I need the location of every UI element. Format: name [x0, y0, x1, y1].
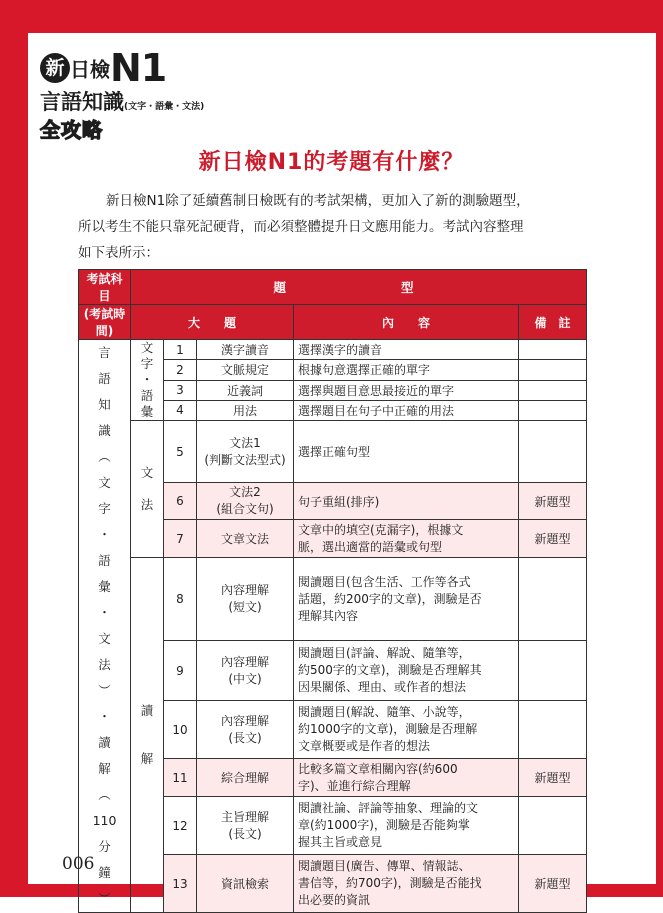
logo-line2	[40, 86, 204, 116]
group-reading: 讀 解	[131, 558, 164, 913]
row-title: 文章文法	[197, 520, 294, 558]
header-major: 大 題	[131, 305, 294, 340]
row-content: 閱讀題目(解說、隨筆、小說等， 約1000字的文章)，測驗是否理解 文章概要或是作者的想法	[294, 701, 519, 759]
row-title: 近義詞	[197, 380, 294, 400]
row-no: 6	[164, 483, 197, 520]
logo-subtitle-small: (文字・語彙・文法)	[124, 102, 205, 112]
intro-paragraph	[78, 188, 598, 266]
row-title: 文脈規定	[197, 360, 294, 380]
logo-line1	[40, 46, 166, 90]
row-note	[519, 797, 587, 855]
intro-line-1: 新日檢N1除了延續舊制日檢既有的考試架構，更加入了新的測驗題型，	[106, 193, 530, 209]
row-no: 2	[164, 360, 197, 380]
row-no: 7	[164, 520, 197, 558]
group-grammar: 文 法	[131, 421, 164, 558]
row-content: 選擇漢字的讀音	[294, 340, 519, 360]
header-subject-time: (考試時間)	[79, 305, 131, 340]
row-title: 漢字讀音	[197, 340, 294, 360]
header-content: 內 容	[294, 305, 519, 340]
row-note	[519, 380, 587, 400]
row-title: 內容理解 (中文)	[197, 641, 294, 701]
group-vocab: 文 字 ・ 語 彙	[131, 340, 164, 421]
logo-circle-char: 新	[40, 53, 70, 83]
row-note	[519, 641, 587, 701]
row-title: 綜合理解	[197, 759, 294, 797]
row-no: 4	[164, 400, 197, 420]
header-note: 備 註	[519, 305, 587, 340]
row-title: 文法2 (組合文句)	[197, 483, 294, 520]
row-title: 內容理解 (短文)	[197, 558, 294, 641]
red-frame-right	[656, 0, 663, 897]
row-note	[519, 421, 587, 483]
row-note	[519, 360, 587, 380]
red-frame-top	[0, 0, 663, 33]
row-title: 用法	[197, 400, 294, 420]
table-row	[79, 558, 587, 641]
row-content: 句子重組(排序)	[294, 483, 519, 520]
row-content: 閱讀題目(廣告、傳單、情報誌、 書信等，約700字)，測驗是否能找 出必要的資訊	[294, 855, 519, 913]
row-title: 文法1 (判斷文法型式)	[197, 421, 294, 483]
row-note: 新題型	[519, 759, 587, 797]
logo-subtitle: 言語知識	[40, 90, 124, 114]
row-title: 主旨理解 (長文)	[197, 797, 294, 855]
row-title: 資訊檢索	[197, 855, 294, 913]
subject-cell: 言 語 知 識 ︵ 文 字 ・ 語 彙 ・ 文 法 ︶ ・ 讀 解 ︵ 110 分 鐘 ︶	[79, 340, 131, 913]
row-content: 閱讀社論、評論等抽象、理論的文 章(約1000字)，測驗是否能夠掌 握其主旨或意見	[294, 797, 519, 855]
row-content: 閱讀題目(包含生活、工作等各式 話題，約200字的文章)，測驗是否 理解其內容	[294, 558, 519, 641]
row-no: 3	[164, 380, 197, 400]
intro-line-2: 所以考生不能只靠死記硬背，而必須整體提升日文應用能力。考試內容整理	[78, 219, 524, 235]
table-row	[79, 421, 587, 483]
row-no: 13	[164, 855, 197, 913]
row-content: 根據句意選擇正確的單字	[294, 360, 519, 380]
row-content: 選擇題目在句子中正確的用法	[294, 400, 519, 420]
page-number: 006	[62, 854, 95, 874]
row-note	[519, 701, 587, 759]
header-subject: 考試科目	[79, 270, 131, 305]
header-type: 題 型	[131, 270, 587, 305]
row-note: 新題型	[519, 483, 587, 520]
logo-line3: 全攻略	[40, 118, 103, 142]
row-no: 1	[164, 340, 197, 360]
row-note: 新題型	[519, 855, 587, 913]
row-no: 5	[164, 421, 197, 483]
row-content: 比較多篇文章相關內容(約600 字)、並進行綜合理解	[294, 759, 519, 797]
row-no: 11	[164, 759, 197, 797]
book-logo	[40, 46, 205, 146]
table-row	[79, 340, 587, 360]
row-content: 文章中的填空(克漏字)，根據文 脈，選出適當的語彙或句型	[294, 520, 519, 558]
row-note	[519, 340, 587, 360]
row-no: 8	[164, 558, 197, 641]
exam-structure-table	[78, 269, 587, 913]
row-title: 內容理解 (長文)	[197, 701, 294, 759]
row-note	[519, 400, 587, 420]
row-no: 10	[164, 701, 197, 759]
row-content: 閱讀題目(評論、解說、隨筆等， 約500字的文章)，測驗是否理解其 因果關係、理由、或作者的想法	[294, 641, 519, 701]
red-frame-left	[0, 0, 28, 897]
logo-n1: N1	[110, 46, 167, 90]
intro-line-3: 如下表所示：	[78, 245, 159, 261]
row-no: 12	[164, 797, 197, 855]
logo-jp: 日檢	[70, 57, 110, 82]
row-note	[519, 558, 587, 641]
row-content: 選擇正確句型	[294, 421, 519, 483]
row-no: 9	[164, 641, 197, 701]
row-content: 選擇與題目意思最接近的單字	[294, 380, 519, 400]
page-heading: 新日檢N1的考題有什麼？	[198, 150, 465, 175]
row-note: 新題型	[519, 520, 587, 558]
